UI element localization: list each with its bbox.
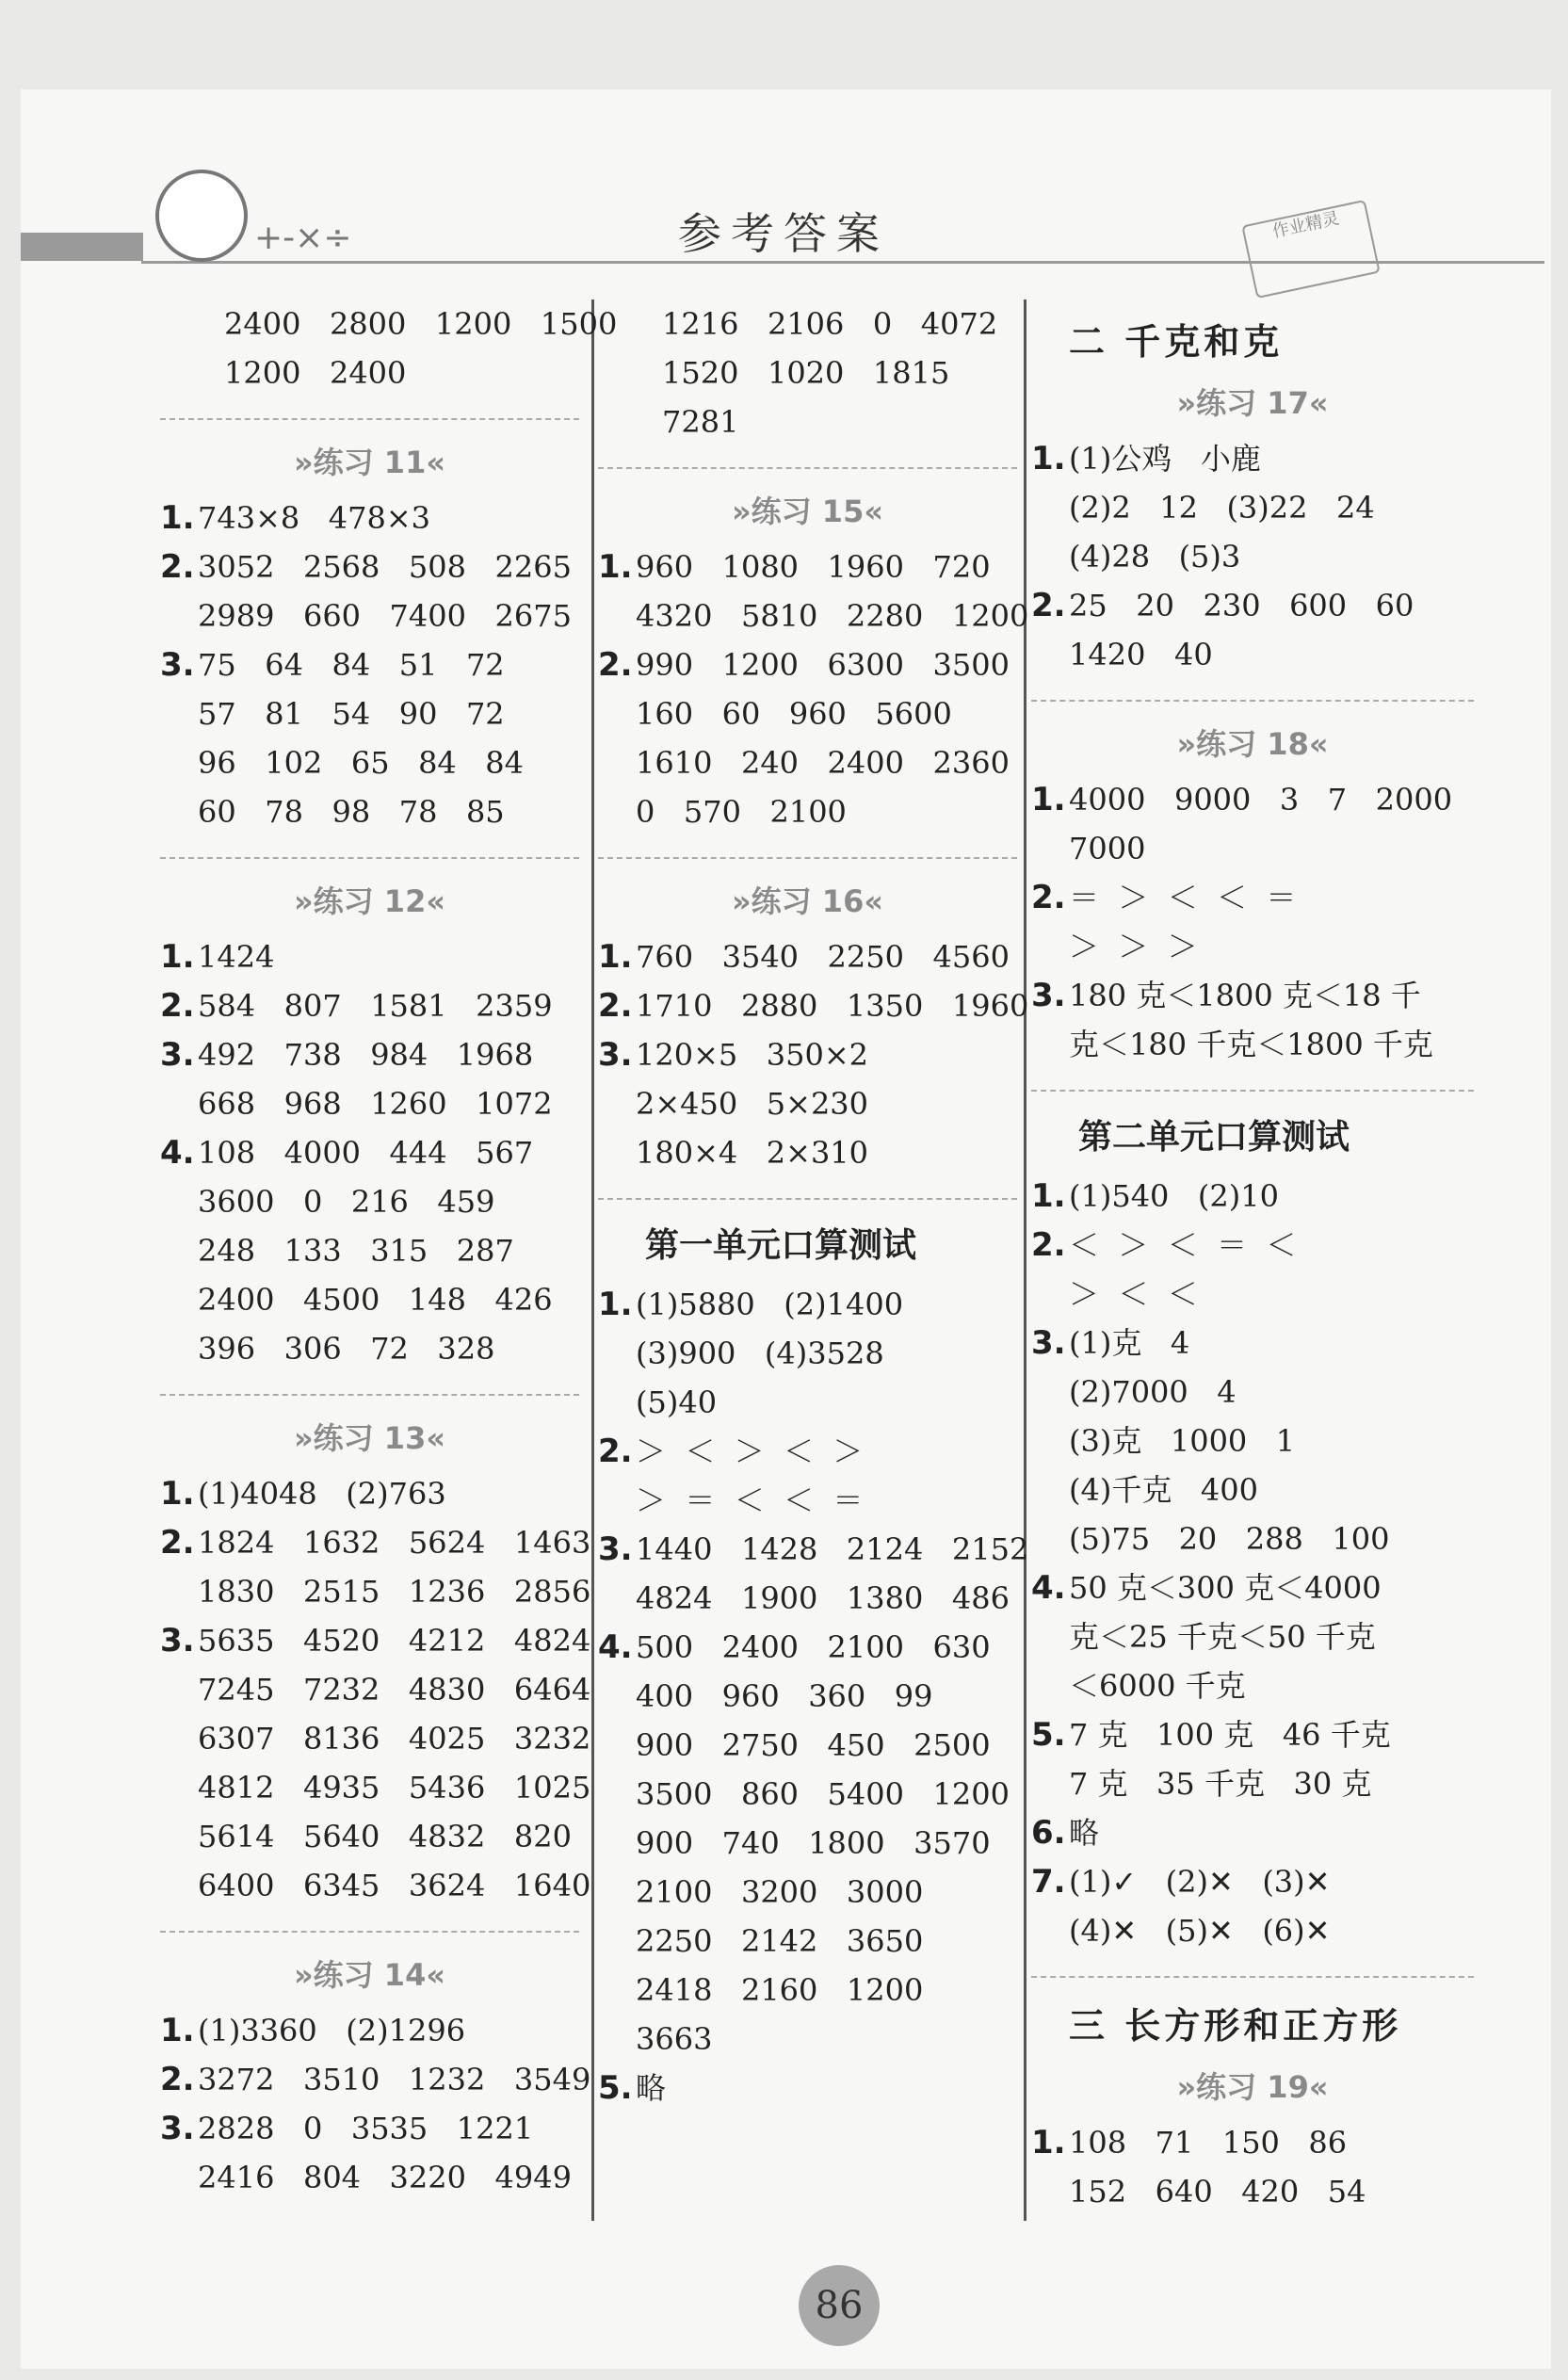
answer-item (160, 2006, 579, 2055)
answer-line: (5)40 (636, 1384, 718, 1420)
clock-mascot-icon (155, 170, 248, 262)
answer-line: 1200 2400 (224, 355, 407, 391)
page-title: 参考答案 (678, 208, 889, 259)
answer-item (1031, 1221, 1474, 1319)
answer-line: 4320 5810 2280 1200 (636, 598, 1029, 634)
answer-lines (198, 932, 579, 981)
answer-line: 900 2750 450 2500 (636, 1727, 991, 1763)
answer-line: 743×8 478×3 (198, 500, 431, 536)
answer-item (598, 1030, 1017, 1177)
answer-line: 6400 6345 3624 1640 (198, 1868, 591, 1903)
answer-item (1031, 1319, 1474, 1563)
answer-line: 3500 860 5400 1200 (636, 1776, 1010, 1812)
unit-heading: 三 长方形和正方形 (1069, 2005, 1402, 2047)
answer-line: (1)✓ (2)✕ (3)✕ (1069, 1864, 1331, 1900)
answer-item (160, 2055, 591, 2104)
answer-item (598, 542, 1029, 640)
answer-lines (1069, 971, 1474, 1069)
answer-line: 396 306 72 328 (198, 1331, 495, 1367)
question-number: 2. (1031, 879, 1066, 916)
answer-line: 7245 7232 4830 6464 (198, 1672, 591, 1708)
page-number: 86 (799, 2265, 880, 2346)
answer-item (160, 494, 579, 542)
answer-line: (4)千克 400 (1069, 1472, 1258, 1508)
answer-item (1031, 1857, 1474, 1955)
answer-item (1031, 2118, 1474, 2216)
answer-lines (1069, 1319, 1474, 1563)
answer-line: (1)公鸡 小鹿 (1069, 441, 1261, 477)
question-number: 2. (598, 987, 633, 1025)
answer-lines (1069, 1172, 1474, 1221)
question-number: 3. (1031, 1324, 1066, 1362)
answer-item (598, 2064, 1017, 2113)
answer-lines (1069, 1710, 1474, 1808)
question-number: 3. (598, 1530, 633, 1568)
answer-line: 2400 2800 1200 1500 (224, 306, 618, 342)
practice-heading: »练习 14« (293, 1957, 446, 1993)
answer-line: (1)克 4 (1069, 1325, 1190, 1361)
answer-item (598, 1623, 1017, 2064)
section-divider (1031, 700, 1474, 702)
answer-lines (1069, 775, 1474, 873)
question-number: 1. (1031, 1177, 1066, 1215)
question-number: 1. (1031, 2124, 1066, 2161)
question-number: 4. (160, 1134, 195, 1172)
question-number: 2. (1031, 587, 1066, 624)
answer-lines (598, 300, 1017, 446)
answer-line: 2400 4500 148 426 (198, 1282, 553, 1318)
answer-line: 248 133 315 287 (198, 1233, 514, 1269)
answer-line: 1710 2880 1350 1960 (636, 988, 1029, 1024)
question-number: 2. (160, 2061, 195, 2098)
answer-line: 75 64 84 51 72 (198, 647, 505, 683)
unit-test-heading: 第一单元口算测试 (645, 1226, 917, 1265)
answer-line: 760 3540 2250 4560 (636, 939, 1010, 975)
answer-lines (198, 2104, 579, 2202)
question-number: 4. (1031, 1569, 1066, 1607)
answer-line: (3)900 (4)3528 (636, 1336, 884, 1371)
answer-line: ＜ ＞ ＜ ＝ ＜ (1069, 1227, 1297, 1263)
answer-lines (198, 981, 579, 1030)
answer-item (160, 981, 579, 1030)
section-divider (160, 857, 579, 859)
question-number: 1. (160, 2012, 195, 2049)
answer-column-2 (598, 300, 1029, 2113)
question-number: 2. (598, 646, 633, 684)
answer-lines (1069, 1857, 1474, 1955)
question-number: 2. (160, 987, 195, 1025)
answer-lines (1069, 434, 1474, 581)
answer-item (1031, 873, 1474, 971)
answer-line: 900 740 1800 3570 (636, 1825, 991, 1861)
answer-line: 1440 1428 2124 2152 (636, 1531, 1029, 1567)
answer-lines (636, 1030, 1017, 1177)
section-divider (598, 1198, 1017, 1200)
answer-item (1031, 1563, 1474, 1710)
section-divider (1031, 1090, 1474, 1092)
answer-item (160, 1518, 591, 1616)
question-number: 2. (160, 1524, 195, 1562)
question-number: 3. (160, 2110, 195, 2147)
answer-lines (160, 300, 618, 397)
answer-lines (1069, 873, 1474, 971)
answer-line: 108 71 150 86 (1069, 2125, 1348, 2161)
practice-heading: »练习 12« (293, 883, 446, 919)
question-number: 3. (598, 1036, 633, 1074)
answer-item (598, 1280, 1017, 1427)
practice-heading: »练习 16« (731, 883, 884, 919)
practice-heading: »练习 13« (293, 1420, 446, 1456)
question-number: 1. (598, 548, 633, 586)
answer-line: 400 960 360 99 (636, 1678, 933, 1714)
answer-line: 4824 1900 1380 486 (636, 1580, 1010, 1616)
answer-line: ＝ ＞ ＜ ＜ ＝ (1069, 880, 1297, 915)
answer-lines (636, 1623, 1017, 2064)
answer-line: 1420 40 (1069, 637, 1213, 672)
answer-line: ＞ ＜ ＜ (1069, 1276, 1198, 1312)
answer-lines (198, 1616, 590, 1910)
answer-line: (1)5880 (2)1400 (636, 1287, 904, 1322)
answer-item (1031, 1172, 1474, 1221)
answer-line: (1)540 (2)10 (1069, 1178, 1279, 1214)
answer-line: 1610 240 2400 2360 (636, 745, 1010, 781)
answer-line: 120×5 350×2 (636, 1037, 869, 1073)
answer-item (160, 1469, 579, 1518)
question-number: 1. (598, 1286, 633, 1323)
answer-line: 略 (1069, 1815, 1100, 1851)
answer-line: (2)2 12 (3)22 24 (1069, 490, 1375, 526)
answer-lines (198, 1469, 579, 1518)
answer-line: 180 克＜1800 克＜18 千 (1069, 978, 1421, 1013)
question-number: 2. (1031, 1226, 1066, 1264)
answer-column-1 (160, 300, 618, 2202)
answer-line: 668 968 1260 1072 (198, 1086, 553, 1122)
answer-line: ＞ ＜ ＞ ＜ ＞ (636, 1433, 864, 1469)
question-number: 4. (598, 1628, 633, 1666)
section-divider (160, 1931, 579, 1933)
answer-line: 584 807 1581 2359 (198, 988, 553, 1024)
answer-item (1031, 1808, 1474, 1857)
answer-line: 180×4 2×310 (636, 1135, 869, 1171)
answer-item (598, 932, 1017, 981)
answer-line: (2)7000 4 (1069, 1374, 1237, 1410)
answer-line: 96 102 65 84 84 (198, 745, 525, 781)
answer-lines (636, 1280, 1017, 1427)
practice-heading: »练习 15« (731, 494, 884, 529)
answer-line: (3)克 1000 1 (1069, 1423, 1296, 1459)
answer-line: 4812 4935 5436 1025 (198, 1770, 591, 1805)
question-number: 1. (160, 1475, 195, 1513)
answer-item (598, 981, 1029, 1030)
answer-line: 57 81 54 90 72 (198, 696, 505, 732)
answer-item (160, 640, 579, 836)
answer-line: 7281 (662, 404, 739, 440)
answer-line: (4)✕ (5)✕ (6)✕ (1069, 1913, 1331, 1949)
answer-line: 500 2400 2100 630 (636, 1629, 991, 1665)
practice-heading: »练习 17« (1176, 385, 1329, 421)
answer-lines (636, 1427, 1017, 1525)
answer-item (160, 1616, 591, 1910)
answer-line: 7000 (1069, 831, 1146, 866)
answer-lines (636, 1525, 1028, 1623)
answer-line: 1216 2106 0 4072 (662, 306, 998, 342)
answer-line: 克＜180 千克＜1800 千克 (1069, 1027, 1433, 1062)
question-number: 3. (160, 1036, 195, 1074)
answer-lines (198, 1518, 590, 1616)
answer-item (1031, 971, 1474, 1069)
answer-item (598, 1427, 1017, 1525)
answer-lines (1069, 2118, 1474, 2216)
answer-line: 2418 2160 1200 (636, 1972, 924, 2008)
practice-heading: »练习 18« (1176, 726, 1329, 762)
section-divider (1031, 1976, 1474, 1978)
question-number: 7. (1031, 1863, 1066, 1901)
answer-item (598, 640, 1017, 836)
answer-item (160, 542, 579, 640)
answer-line: 2989 660 7400 2675 (198, 598, 572, 634)
answer-line: ＞ ＝ ＜ ＜ ＝ (636, 1482, 864, 1518)
section-divider (160, 1394, 579, 1396)
math-operators-decoration: +-×÷ (254, 219, 352, 257)
question-number: 5. (1031, 1716, 1066, 1754)
answer-line: 3272 3510 1232 3549 (198, 2062, 591, 2097)
answer-line: 1824 1632 5624 1463 (198, 1525, 591, 1561)
answer-line: 960 1080 1960 720 (636, 549, 991, 585)
answer-line: 25 20 230 600 60 (1069, 588, 1414, 623)
answer-lines (636, 981, 1028, 1030)
answer-item (160, 2104, 579, 2202)
section-divider (160, 418, 579, 420)
question-number: 1. (598, 938, 633, 976)
question-number: 3. (1031, 977, 1066, 1014)
answer-line: 2416 804 3220 4949 (198, 2160, 572, 2195)
answer-lines (198, 2055, 590, 2104)
answer-lines (636, 2064, 1017, 2113)
answer-line: 5614 5640 4832 820 (198, 1819, 572, 1854)
section-divider (598, 857, 1017, 859)
answer-line: (1)4048 (2)763 (198, 1476, 446, 1512)
answer-lines (1069, 1563, 1474, 1710)
answer-lines (636, 640, 1017, 836)
answer-lines (198, 542, 579, 640)
answer-line: 7 克 35 千克 30 克 (1069, 1766, 1372, 1802)
unit-test-heading: 第二单元口算测试 (1078, 1118, 1350, 1157)
answer-line: 2100 3200 3000 (636, 1874, 924, 1910)
answer-line: 2828 0 3535 1221 (198, 2111, 534, 2146)
answer-line: ＞ ＞ ＞ (1069, 929, 1198, 964)
answer-line: (5)75 20 288 100 (1069, 1521, 1390, 1557)
answer-item (160, 1030, 579, 1128)
question-number: 3. (160, 646, 195, 684)
answer-column-3 (1031, 300, 1474, 2216)
practice-heading: »练习 19« (1176, 2069, 1329, 2105)
answer-line: 3663 (636, 2021, 713, 2057)
column-divider-1 (591, 300, 594, 2221)
answer-line: 2×450 5×230 (636, 1086, 869, 1122)
answer-line: 克＜25 千克＜50 千克 (1069, 1619, 1376, 1655)
answer-item (1031, 581, 1474, 679)
answer-line: ＜6000 千克 (1069, 1668, 1246, 1704)
question-number: 6. (1031, 1814, 1066, 1852)
question-number: 5. (598, 2069, 633, 2107)
answer-line: 3600 0 216 459 (198, 1184, 495, 1220)
answer-line: 1424 (198, 939, 275, 975)
answer-item (598, 1525, 1029, 1623)
answer-item (160, 1128, 579, 1373)
header-bar (21, 233, 143, 261)
question-number: 2. (160, 548, 195, 586)
answer-line: 6307 8136 4025 3232 (198, 1721, 591, 1757)
answer-item (1031, 775, 1474, 873)
answer-line: 0 570 2100 (636, 794, 847, 830)
answer-item (1031, 1710, 1474, 1808)
answer-line: 略 (636, 2070, 667, 2106)
answer-line: 152 640 420 54 (1069, 2174, 1366, 2210)
answer-line: 4000 9000 3 7 2000 (1069, 782, 1453, 818)
question-number: 3. (160, 1622, 195, 1660)
question-number: 1. (1031, 440, 1066, 478)
answer-line: 7 克 100 克 46 千克 (1069, 1717, 1391, 1753)
answer-lines (198, 640, 579, 836)
answer-lines (636, 542, 1028, 640)
answer-line: 492 738 984 1968 (198, 1037, 534, 1073)
section-divider (598, 467, 1017, 469)
answer-line: 60 78 98 78 85 (198, 794, 505, 830)
answer-lines (1069, 581, 1474, 679)
answer-lines (1069, 1808, 1474, 1857)
answer-lines (198, 1030, 579, 1128)
answer-line: 50 克＜300 克＜4000 (1069, 1570, 1382, 1606)
answer-item (1031, 434, 1474, 581)
answer-line: 108 4000 444 567 (198, 1135, 534, 1171)
answer-line: 160 60 960 5600 (636, 696, 952, 732)
practice-heading: »练习 11« (293, 445, 446, 480)
answer-lines (198, 2006, 579, 2055)
answer-line: 2250 2142 3650 (636, 1923, 924, 1959)
question-number: 1. (160, 938, 195, 976)
unit-heading: 二 千克和克 (1069, 321, 1284, 363)
question-number: 1. (1031, 781, 1066, 818)
answer-line: 1520 1020 1815 (662, 355, 950, 391)
answer-lines (198, 494, 579, 542)
answer-line: 990 1200 6300 3500 (636, 647, 1010, 683)
watermark-stamp: 作业精灵 (1241, 200, 1380, 299)
answer-line: (4)28 (5)3 (1069, 539, 1241, 575)
question-number: 2. (598, 1433, 633, 1470)
answer-line: 1830 2515 1236 2856 (198, 1574, 591, 1610)
answer-lines (636, 932, 1017, 981)
answer-line: (1)3360 (2)1296 (198, 2013, 466, 2048)
answer-lines (1069, 1221, 1474, 1319)
answer-line: 5635 4520 4212 4824 (198, 1623, 591, 1659)
answer-line: 3052 2568 508 2265 (198, 549, 572, 585)
question-number: 1. (160, 499, 195, 537)
answer-item (160, 932, 579, 981)
answer-lines (198, 1128, 579, 1373)
